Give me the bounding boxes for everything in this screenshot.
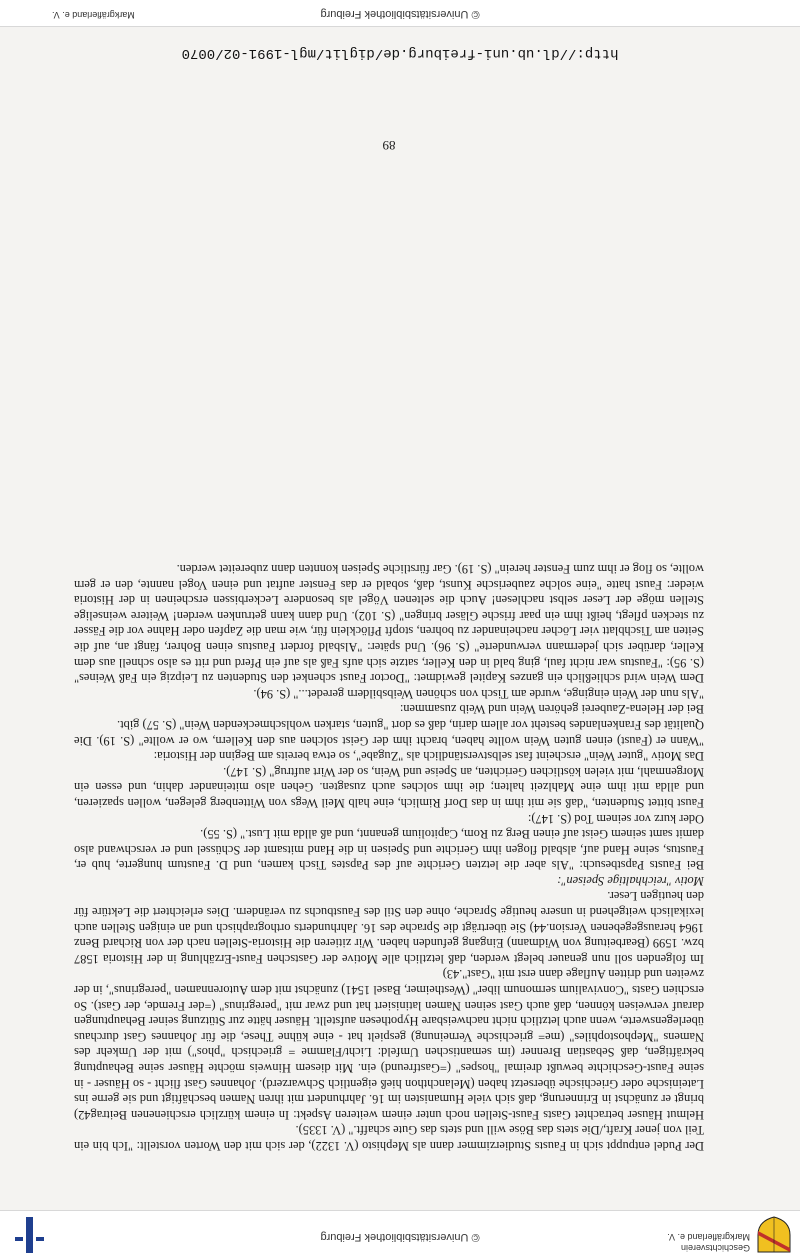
paragraph-2: Helmut Häuser betrachtet Gasts Faust-Stellen noch unter einem weiteren Aspekt: In einem kürzlich erschienenen Beitrag42) bringt er zunächst in Erinnerung, daß sich viele Humanisten im 16. Jahrhundert mit ihren Namen beschäftigt und sie gerne ins Lateinische oder Griechische übersetzt haben (Melanchthon hieß eigentlich Schwarzerd). Johannes Gast flicht - so Häuser - in seine Faust-Geschichte bewußt dreimal "hospes" (=Gastfreund) ein. Mit diesem Hinweis möchte Häuser seine Behauptung bekräftigen, daß Sebastian Brenner (im semantischen Umfeld: Licht/Flamme = griechisch "phos") mit der Umkehr des Namens "Mephostophiles" (me= griechische Verneinung) gespielt hat - eine kühne These, die für Johannes Gast durchaus überlegenswerte, wenn auch letztlich nicht nachweisbare Hypothesen aufstellt. Häuser hätte zur Stützung seiner Behauptungen darauf verweisen können, daß auch Gast seinen Namen latinisiert hat und zwar mit "peregrinus" (=der Fremde, der Gast). So erschien Gasts "Convivalium sermonum liber" (Westheimer, Basel 1541) zunächst mit dem Autorennamen "peregrinus", in der zweiten und dritten Auflage dann erst mit "Gast".43) (74, 967, 704, 1122)
library-credit: © Universitätsbibliothek Freiburg (320, 1231, 480, 1243)
footer-society-label: Markgräflerland e. V. (52, 10, 135, 20)
paragraph-12: Dem Wein wird schließlich ein ganzes Kapitel gewidmet: "Doctor Faust schenket den Studenten zu Leipzig ein Faß Weines" (S. 95): "Faustus war nicht faul, ging bald in den Keller, satzte sich aufs Faß als auf ein Pferd und ritt es also schnell aus dem Keller, darüber sich jedermann verwunderte" (S. 96). Und später: "Alsbald fordert Faustus einen Bohrer, fängt an, auf die Seiten am Tischblatt vier Löcher nacheinander zu bohren, stopft Pflöcklein für, wie man die Zapfen oder Hahne vor die Fässer zu stecken pflegt, heißt ihm ein paar frische Gläser bringen" (S. 102). Und dann kann getrunken werden! Weitere weinselige Stellen möge der Leser selbst nachlesen! Auch die seltenen Vögel als besondere Leckerbissen erscheinen in der Historia wieder: Faust hatte "eine solche zauberische Kunst, daß, sobald er das Fenster auftat und einen Vogel nannte, den er gern wollte, so flog er ihm zum Fenster herein" (S. 19). Gar fürstliche Speisen konnten dann zubereitet werden. (74, 562, 704, 686)
paragraph-6: Oder kurz vor seinem Tod (S. 147): (527, 811, 704, 826)
paragraph-10: Bei der Helena-Zauberei gehören Wein und Weib zusammen: (399, 702, 704, 717)
footer-band (0, 0, 800, 27)
paragraph-3: Im folgenden soll nun genauer belegt werden, daß letztlich alle Motive der Gastschen Faust-Erzählung in der Historia 1587 bzw. 1599 (Bearbeitung von Widmann) Eingang gefunden haben. Wir zitieren die Historia-Stellen nach der von Richard Benz 1964 herausgegebenen Version.44) Sie überträgt die Sprache des 16. Jahrhunderts orthographisch und an einigen Stellen auch lexikalisch weitgehend in unsere heutige Sprache, ohne den Stil des Faustbuchs zu verändern. Dies erleichtert die Lektüre für den heutigen Leser. (74, 889, 704, 966)
paragraph-11: "Als nun der Wein einginge, wurde am Tisch von schönen Weibsbildern geredet..." (S. 94). (253, 686, 704, 701)
footer-library-credit: © Universitätsbibliothek Freiburg (320, 8, 480, 20)
society-label-line2: Markgräflerland e. V. (667, 1232, 750, 1242)
paragraph-1: Der Pudel entpuppt sich in Fausts Studierzimmer dann als Mephisto (V. 1322), der sich mit den Worten vorstellt: "Ich bin ein Teil von jener Kraft,/Die stets das Böse will und stets das Gute schafft." (V. 1335). (74, 1123, 704, 1153)
page-number: 89 (382, 138, 396, 153)
paragraph-9: "Wann er (Faust) einen guten Wein wollte haben, bracht ihm der Geist solchen aus den Kellern, wo er wollte" (S. 19). Die Qualität des Frankenlandes besteht vor allem darin, daß es dort "guten, starken wohlschmeckenden Wein" (S. 57) gibt. (74, 717, 704, 748)
coat-of-arms-icon (754, 1215, 794, 1255)
permalink-url[interactable]: http://dl.ub.uni-freiburg.de/diglit/mgl-1991-02/0070 (181, 45, 619, 61)
paragraph-8: Das Motiv "guter Wein" erscheint fast selbstverständlich als "Zugabe", so etwa bereits am Beginn der Historia: (153, 749, 704, 764)
motif-heading: Motiv "reichhaltige Speisen": (557, 873, 704, 888)
paragraph-5: Bei Fausts Papstbesuch: "Als aber die letzten Gerichte auf des Papstes Tisch kamen, und D. Faustum hungerte, hub er, Faustus, seine Hand auf, alsbald flogen ihm Gerichte und Speisen in die Hand mitsamt der Schüssel und er verschwand also damit samt seinem Geist auf einen Berg zu Rom, Capitolium genannt, und aß allda mit Lust." (S. 55). (74, 827, 704, 873)
library-mark-icon (10, 1215, 50, 1255)
book-page (74, 83, 704, 1153)
paragraph-7: Faust bittet Studenten, "daß sie mit ihm in das Dorf Rimlich, eine halb Meil Wegs von Wittenberg gelegen, wollen spazieren, und allda mit ihm eine Mahlzeit halten; die ihm solches auch zusagten. Gehen also miteinander dahin, und essen ein Morgenmahl, mit vielen köstlichen Gerichten, an Speise und Wein, so der Wirt auftrug" (S. 147). (74, 764, 704, 810)
society-label (640, 1231, 750, 1253)
header-band (0, 1210, 800, 1259)
society-label-line1: Geschichtsverein (680, 1243, 750, 1253)
